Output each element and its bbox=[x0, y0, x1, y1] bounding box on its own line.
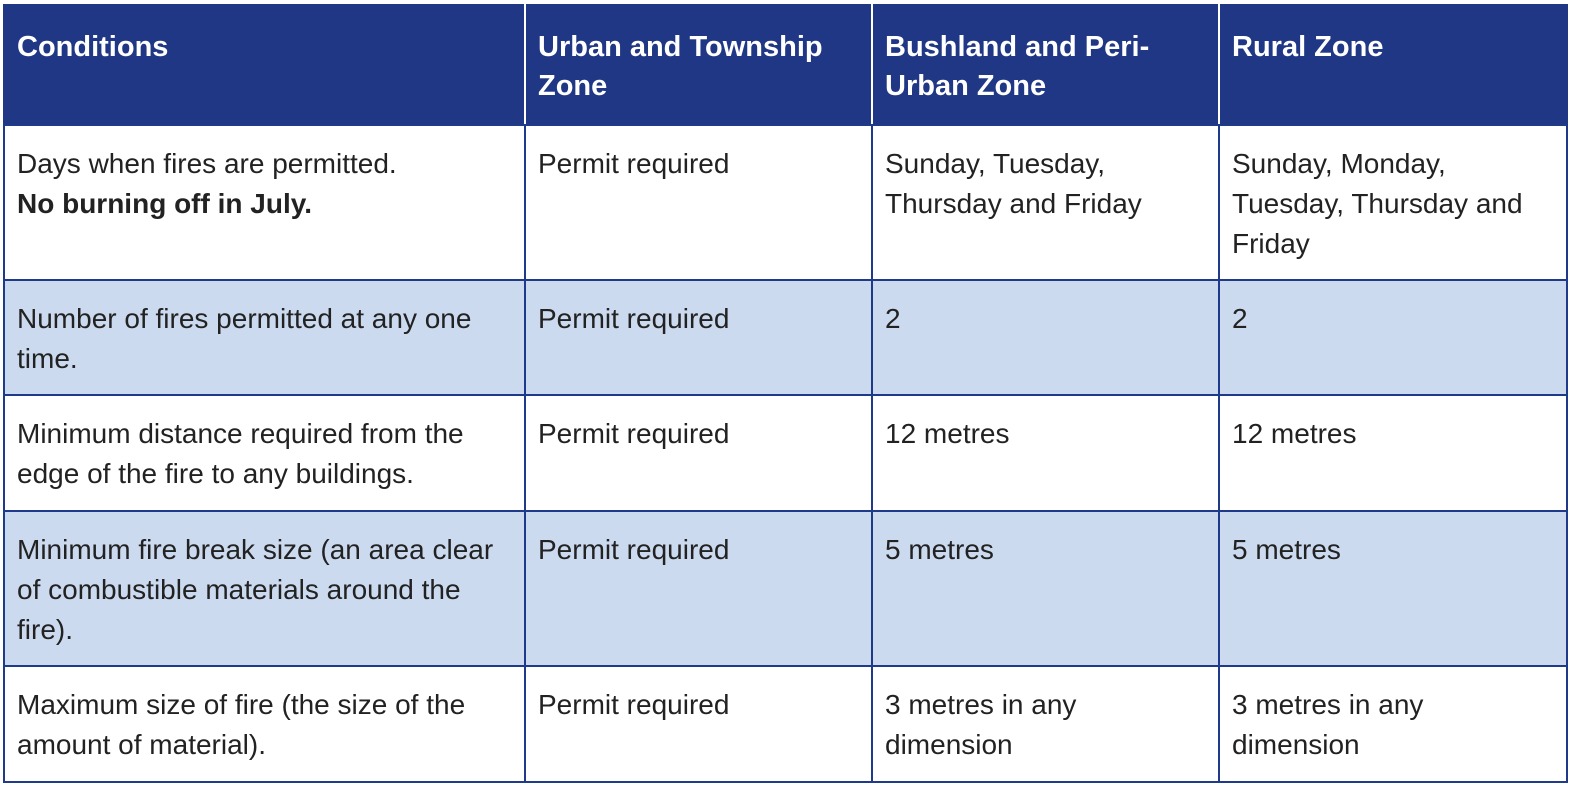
condition-cell bbox=[4, 125, 525, 280]
header-conditions: Conditions bbox=[4, 5, 525, 125]
bushland-cell: 2 bbox=[872, 280, 1219, 395]
table-row bbox=[4, 280, 1567, 395]
table-row bbox=[4, 666, 1567, 782]
urban-cell: Permit required bbox=[525, 511, 872, 666]
rural-cell: 2 bbox=[1219, 280, 1567, 395]
bushland-cell: 5 metres bbox=[872, 511, 1219, 666]
header-row bbox=[4, 5, 1567, 125]
rural-cell: 12 metres bbox=[1219, 395, 1567, 511]
bushland-cell: 12 metres bbox=[872, 395, 1219, 511]
urban-cell: Permit required bbox=[525, 280, 872, 395]
header-rural-zone: Rural Zone bbox=[1219, 5, 1567, 125]
table-row bbox=[4, 125, 1567, 280]
condition-cell: Number of fires permitted at any one time. bbox=[4, 280, 525, 395]
condition-cell: Minimum distance required from the edge of the fire to any buildings. bbox=[4, 395, 525, 511]
bushland-cell: 3 metres in any dimension bbox=[872, 666, 1219, 782]
rural-cell: Sunday, Monday, Tuesday, Thursday and Friday bbox=[1219, 125, 1567, 280]
condition-note: No burning off in July. bbox=[17, 188, 312, 219]
urban-cell: Permit required bbox=[525, 125, 872, 280]
condition-text: Days when fires are permitted. bbox=[17, 148, 397, 179]
header-urban-township-zone: Urban and Township Zone bbox=[525, 5, 872, 125]
table-row bbox=[4, 395, 1567, 511]
header-bushland-peri-urban-zone: Bushland and Peri-Urban Zone bbox=[872, 5, 1219, 125]
rural-cell: 3 metres in any dimension bbox=[1219, 666, 1567, 782]
table-row bbox=[4, 511, 1567, 666]
rural-cell: 5 metres bbox=[1219, 511, 1567, 666]
condition-cell: Minimum fire break size (an area clear of combustible materials around the fire). bbox=[4, 511, 525, 666]
urban-cell: Permit required bbox=[525, 666, 872, 782]
bushland-cell: Sunday, Tuesday, Thursday and Friday bbox=[872, 125, 1219, 280]
urban-cell: Permit required bbox=[525, 395, 872, 511]
fire-conditions-table bbox=[3, 4, 1568, 783]
condition-cell: Maximum size of fire (the size of the amount of material). bbox=[4, 666, 525, 782]
